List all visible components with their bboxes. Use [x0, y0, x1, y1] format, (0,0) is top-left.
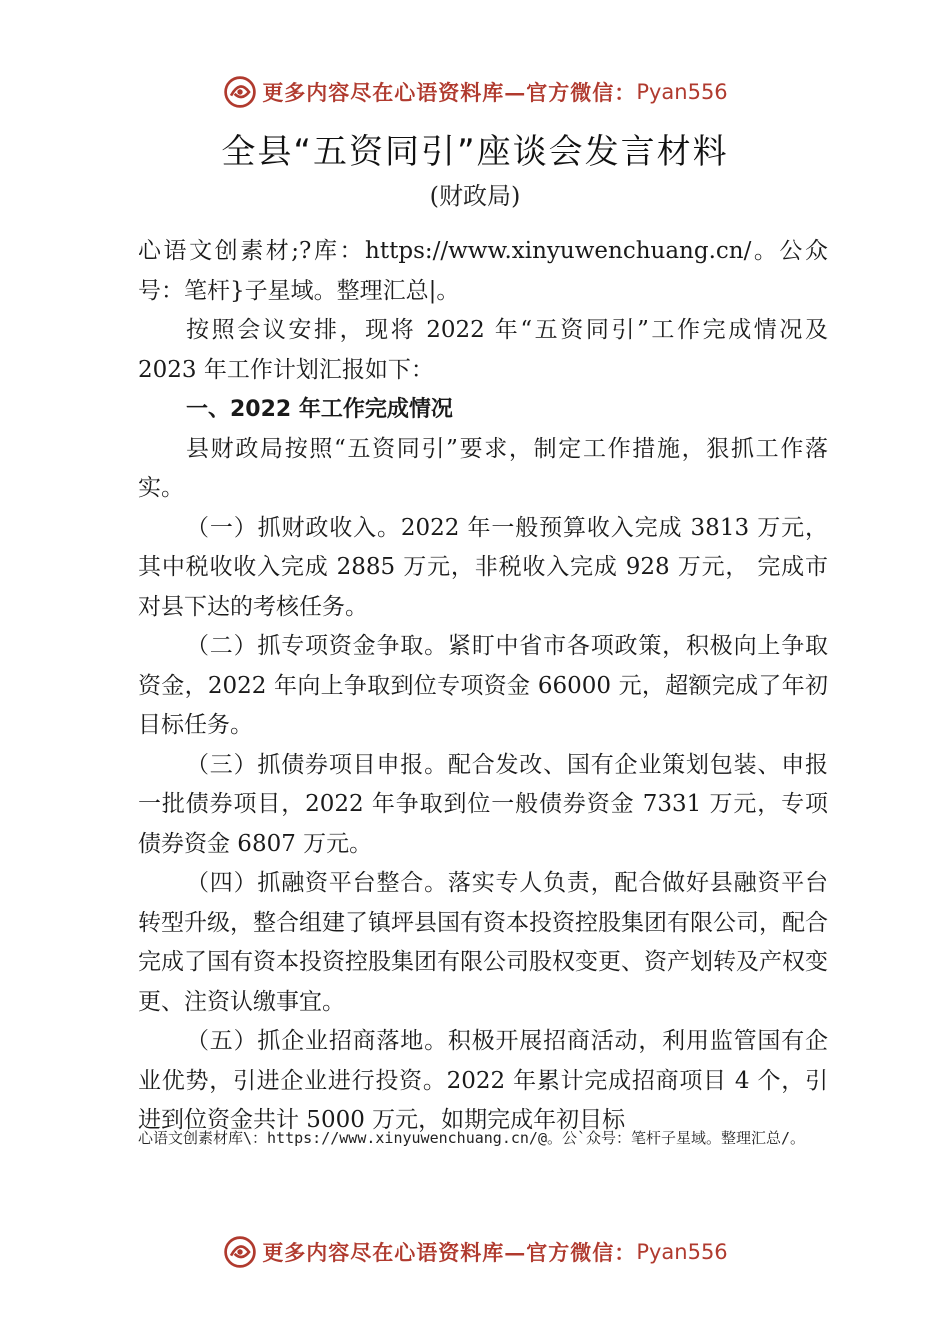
red-swirl-logo-icon — [222, 74, 258, 110]
banner-text: 更多内容尽在心语资料库—官方微信： — [262, 1240, 637, 1265]
watermark-line: 心语文创素材;?库：https://www.xinyuwenchuang.cn/。公众号：笔杆}子星域。整理汇总|。 — [138, 238, 828, 304]
document-subtitle: (财政局) — [429, 182, 521, 210]
banner-text: 更多内容尽在心语资料库—官方微信： — [262, 80, 637, 105]
footer-banner — [0, 1232, 950, 1272]
banner-wechat-id: Pyan556 — [636, 80, 728, 104]
banner-wechat-id: Pyan556 — [636, 1240, 728, 1264]
document-body — [138, 232, 828, 1141]
paragraph: 县财政局按照“五资同引”要求，制定工作措施，狠抓工作落实。 — [138, 435, 828, 501]
paragraph-intro: 按照会议安排，现将 2022 年“五资同引”工作完成情况及 2023 年工作计划汇报如下： — [138, 317, 828, 383]
paragraph: （四）抓融资平台整合。落实专人负责，配合做好县融资平台转型升级，整合组建了镇坪县国有资本投资控股集团有限公司，配合完成了国有资本投资控股集团有限公司股权变更、资产划转及产权变更、注资认缴事宜。 — [138, 870, 828, 1015]
section-heading: 一、2022 年工作完成情况 — [186, 397, 453, 422]
header-banner — [0, 72, 950, 112]
red-swirl-logo-icon — [222, 1234, 258, 1270]
paragraph: （五）抓企业招商落地。积极开展招商活动，利用监管国有企业优势，引进企业进行投资。2022 年累计完成招商项目 4 个，引进到位资金共计 5000 万元，如期完成年初目标 — [138, 1028, 828, 1133]
paragraph: （一）抓财政收入。2022 年一般预算收入完成 3813 万元，其中税收收入完成 2885 万元，非税收入完成 928 万元， 完成市对县下达的考核任务。 — [138, 514, 828, 620]
paragraph: （二）抓专项资金争取。紧盯中省市各项政策，积极向上争取资金，2022 年向上争取到位专项资金 66000 元，超额完成了年初目标任务。 — [138, 633, 828, 738]
paragraph: （三）抓债券项目申报。配合发改、国有企业策划包装、申报一批债券项目，2022 年争取到位一般债券资金 7331 万元，专项债券资金 6807 万元。 — [138, 751, 828, 857]
document-title: 全县“五资同引”座谈会发言材料 — [221, 132, 729, 172]
footer-watermark-note: 心语文创素材库\：https://www.xinyuwenchuang.cn/@。公`众号：笔杆子星域。整理汇总/。 — [138, 1129, 806, 1147]
